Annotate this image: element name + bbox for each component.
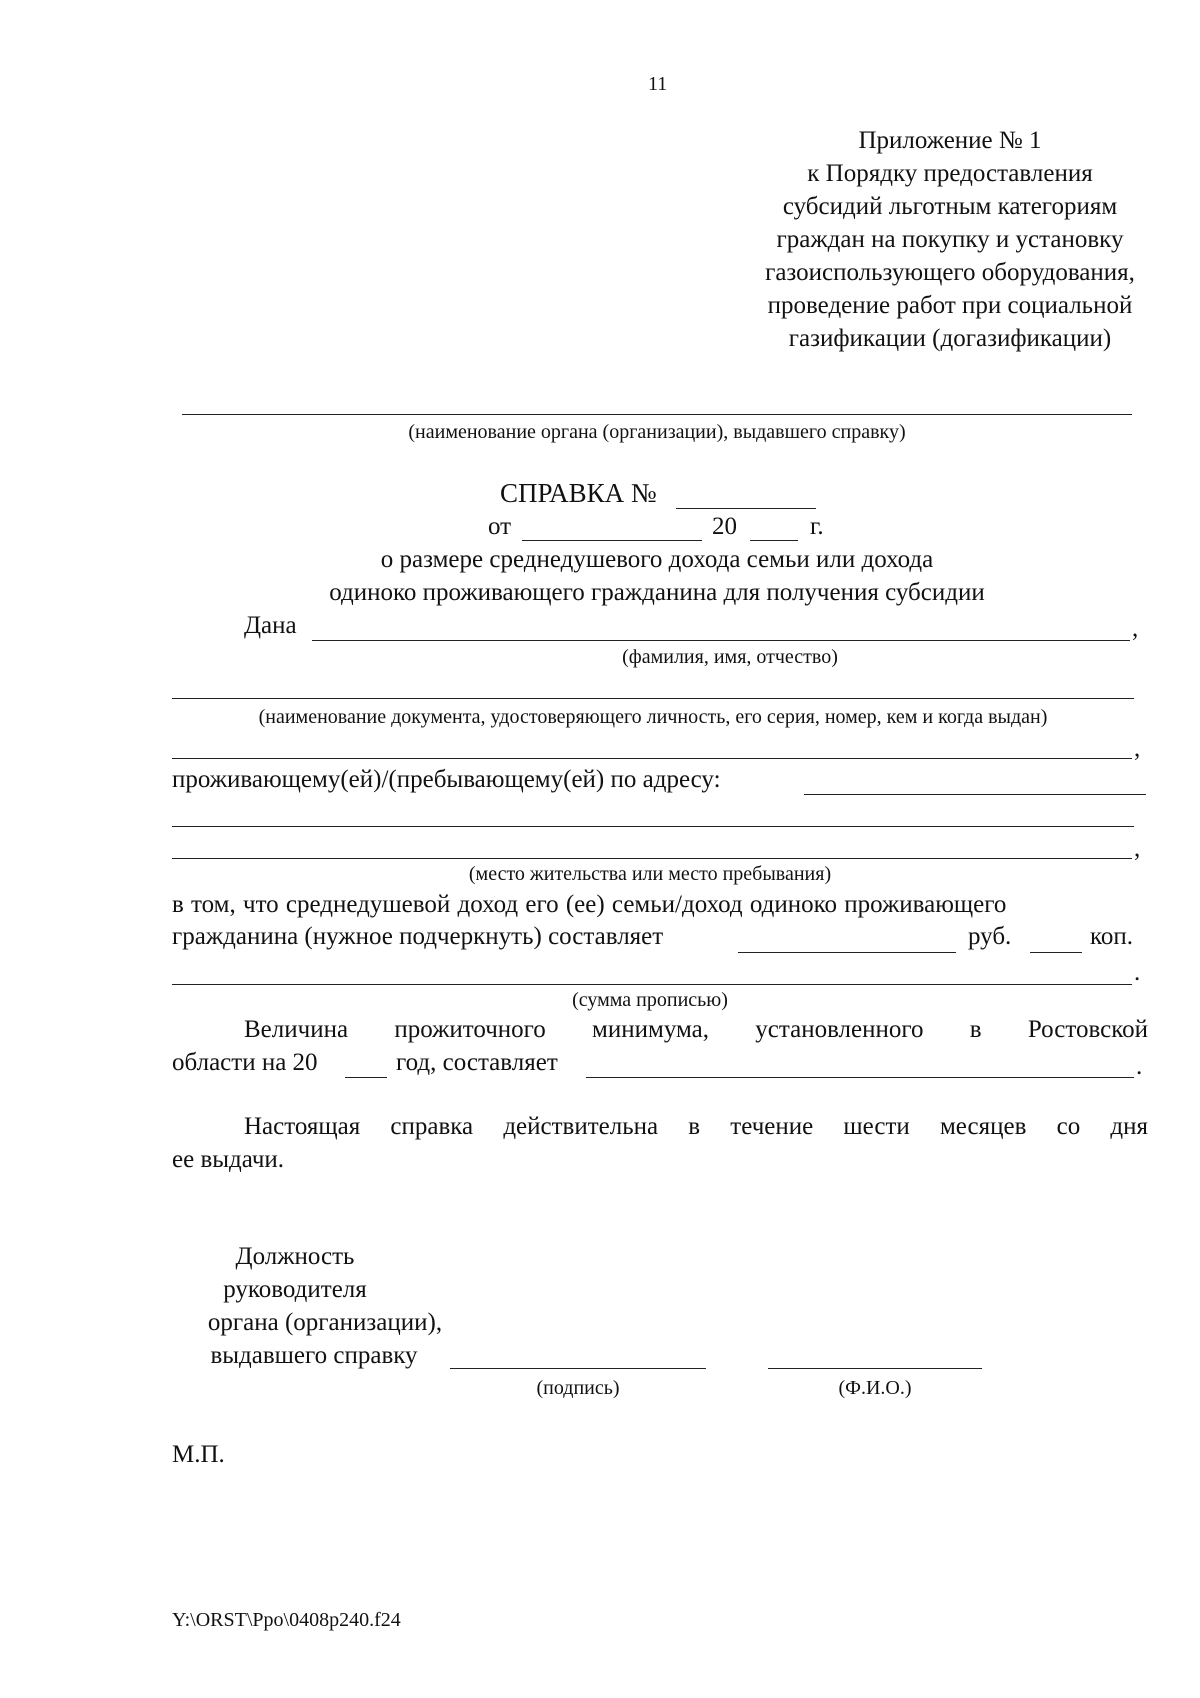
address-fill-line	[804, 794, 1146, 795]
address-label: проживающему(ей)/(пребывающему(ей) по адресу:	[172, 766, 721, 793]
sum-period: .	[1134, 959, 1141, 986]
document-fill-line-2	[172, 758, 1132, 759]
rub-label: руб.	[968, 923, 1012, 950]
date-year-suffix: г.	[810, 513, 824, 540]
validity-line-1: Настоящая справка действительна в течение шести месяцев со дня	[244, 1113, 1148, 1140]
stamp-label: М.П.	[172, 1441, 225, 1468]
appendix-line: к Порядку предоставления	[807, 160, 1093, 187]
appendix-header	[700, 124, 1200, 355]
signature-caption: (подпись)	[536, 1377, 620, 1399]
dana-label: Дана	[244, 612, 297, 639]
appendix-line: газоиспользующего оборудования,	[765, 259, 1135, 286]
fio-caption: (фамилия, имя, отчество)	[622, 646, 838, 668]
footer-file-path: Y:\ORST\Ppo\0408p240.f24	[172, 1609, 401, 1631]
address-comma: ,	[1134, 835, 1141, 862]
issuer-fill-line	[182, 414, 1132, 415]
minimum-period: .	[1136, 1053, 1143, 1080]
document-caption: (наименование документа, удостоверяющего личность, его серия, номер, кем и когда выдан)	[258, 706, 1048, 728]
income-amount-line	[738, 952, 956, 953]
minimum-line-2-a: области на 20	[172, 1049, 318, 1076]
appendix-line: Приложение № 1	[858, 127, 1042, 154]
signature-fio-caption: (Ф.И.О.)	[838, 1377, 912, 1399]
signature-fio-line	[768, 1368, 982, 1369]
document-fill-line	[172, 698, 1134, 699]
minimum-line-1: Величина прожиточного минимума, установленного в Ростовской	[244, 1016, 1148, 1043]
validity-line-2: ее выдачи.	[172, 1146, 285, 1173]
minimum-line-2-b: год, составляет	[396, 1049, 558, 1076]
appendix-line: проведение работ при социальной	[767, 292, 1133, 319]
residence-caption: (место жительства или место пребывания)	[468, 863, 832, 885]
date-year-prefix: 20	[712, 513, 737, 540]
appendix-line: газификации (догазификации)	[788, 325, 1112, 352]
date-year-line	[750, 540, 798, 541]
sum-caption: (сумма прописью)	[572, 989, 728, 1011]
minimum-year-line	[345, 1077, 387, 1078]
sum-words-line	[172, 984, 1132, 985]
fio-comma: ,	[1132, 615, 1139, 642]
appendix-line: граждан на покупку и установку	[776, 226, 1124, 253]
income-line-1: в том, что среднедушевой доход его (ее) семьи/доход одиноко проживающего	[172, 891, 1007, 918]
kop-label: коп.	[1090, 923, 1134, 950]
spravka-title: СПРАВКА №	[500, 478, 657, 508]
spravka-number-line	[676, 508, 816, 509]
subtitle-line-1: о размере среднедушевого дохода семьи или дохода	[380, 546, 934, 573]
position-block	[150, 1240, 500, 1372]
signature-line	[450, 1368, 706, 1369]
position-line: Должность	[235, 1243, 355, 1270]
subtitle-line-2: одиноко проживающего гражданина для получения субсидии	[329, 579, 985, 606]
address-fill-line-2	[172, 826, 1134, 827]
address-fill-line-3	[172, 858, 1132, 859]
document-comma: ,	[1134, 735, 1141, 762]
appendix-line: субсидий льготным категориям	[782, 193, 1118, 220]
position-line: органа (организации),	[207, 1309, 443, 1336]
income-line-2-label: гражданина (нужное подчеркнуть) составляет	[172, 923, 664, 950]
minimum-amount-line	[586, 1077, 1134, 1078]
kop-amount-line	[1030, 952, 1082, 953]
position-line: выдавшего справку	[210, 1342, 418, 1369]
issuer-caption: (наименование органа (организации), выдавшего справку)	[408, 421, 906, 443]
date-day-month-line	[522, 540, 702, 541]
page-number: 11	[648, 73, 668, 95]
date-ot-label: от	[488, 513, 512, 540]
position-line: руководителя	[223, 1276, 367, 1303]
fio-fill-line	[312, 640, 1130, 641]
